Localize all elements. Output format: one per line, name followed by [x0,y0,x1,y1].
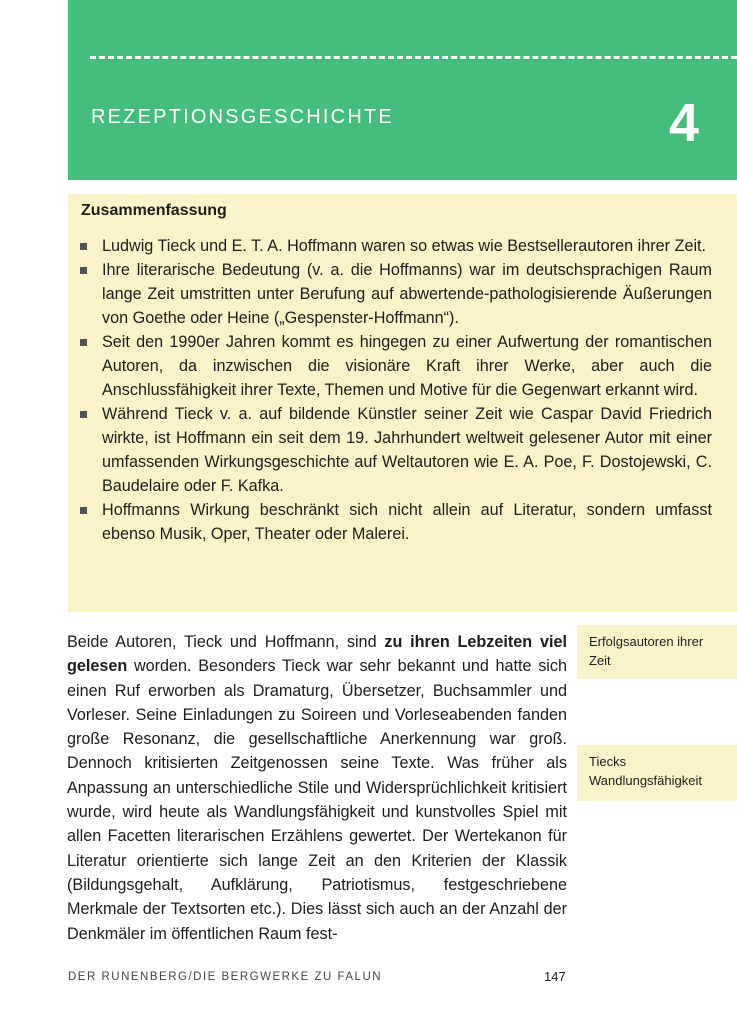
summary-item-text: Ludwig Tieck und E. T. A. Hoffmann waren so etwas wie Bestsellerautoren ihrer Zeit. [102,237,707,255]
square-bullet-icon [80,411,87,418]
summary-item-text: Während Tieck v. a. auf bildende Künstler seiner Zeit wie Caspar David Friedrich wirkte, ist Hoffmann ein seit dem 19. Jahrhundert weltweit gelesener Autor mit einer umfassenden Wirkungsgeschichte auf Weltautoren wie E. A. Poe, F. Dostojewski, C. Baudelaire oder F. Kafka. [102,405,712,495]
square-bullet-icon [80,339,87,346]
summary-item-text: Hoffmanns Wirkung beschränkt sich nicht allein auf Literatur, sondern umfasst ebenso Musik, Oper, Theater oder Malerei. [102,501,712,543]
body-emphasis: zu ihren Lebzeiten viel gelesen [67,633,567,676]
summary-item-text: Ihre literarische Bedeutung (v. a. die Hoffmanns) war im deutschsprachigen Raum lange Zeit umstritten unter Berufung auf abwertende-pathologisierende Äußerungen von Goethe oder Heine („Gespenster-Hoffmann“). [102,261,712,327]
square-bullet-icon [80,267,87,274]
margin-note-wandlungsfaehigkeit: Tiecks Wandlungsfähigkeit [577,745,737,801]
margin-note-erfolgsautoren: Erfolgsautoren ihrer Zeit [577,625,737,679]
summary-heading: Zusammenfassung [81,202,227,219]
square-bullet-icon [80,243,87,250]
body-paragraph [67,630,567,946]
footer-book-title: DER RUNENBERG/DIE BERGWERKE ZU FALUN [68,971,383,983]
summary-list [80,234,712,546]
header-dashed-rule [90,56,737,59]
summary-item [80,498,712,546]
summary-item [80,330,712,402]
body-intro: Beide Autoren, Tieck und Hoffmann, sind [67,633,385,651]
summary-item-text: Seit den 1990er Jahren kommt es hingegen zu einer Aufwertung der romantischen Autoren, da inzwischen die visionäre Kraft ihrer Werke, aber auch die Anschlussfähigkeit ihrer Texte, Themen und Motive für die Gegenwart erkannt wird. [102,333,712,399]
page-number: 147 [544,969,566,984]
summary-item [80,234,712,258]
summary-box [68,194,737,612]
summary-item [80,402,712,498]
summary-item [80,258,712,330]
chapter-title: REZEPTIONSGESCHICHTE [91,106,394,129]
chapter-number: 4 [668,93,699,153]
square-bullet-icon [80,507,87,514]
chapter-header [68,0,737,180]
body-rest: worden. Besonders Tieck war sehr bekannt und hatte sich einen Ruf erworben als Dramaturg, Übersetzer, Buchsammler und Vorleser. Seine Einladungen zu Soireen und Vorleseabenden fanden große Resonanz, die gesellschaftliche Anerkennung war groß. Dennoch kritisierten Zeitgenossen seine Texte. Was früher als Anpassung an unterschiedliche Stile und Widersprüchlichkeit kritisiert wurde, wird heute als Wandlungsfähigkeit und kunstvolles Spiel mit allen Facetten literarischen Erzählens gewertet. Der Wertekanon für Literatur orientierte sich lange Zeit an den Kriterien der Klassik (Bildungsgehalt, Aufklärung, Patriotismus, festgeschriebene Merkmale der Textsorten etc.). Dies lässt sich auch an der Anzahl der Denkmäler im öffentlichen Raum fest- [67,657,567,943]
